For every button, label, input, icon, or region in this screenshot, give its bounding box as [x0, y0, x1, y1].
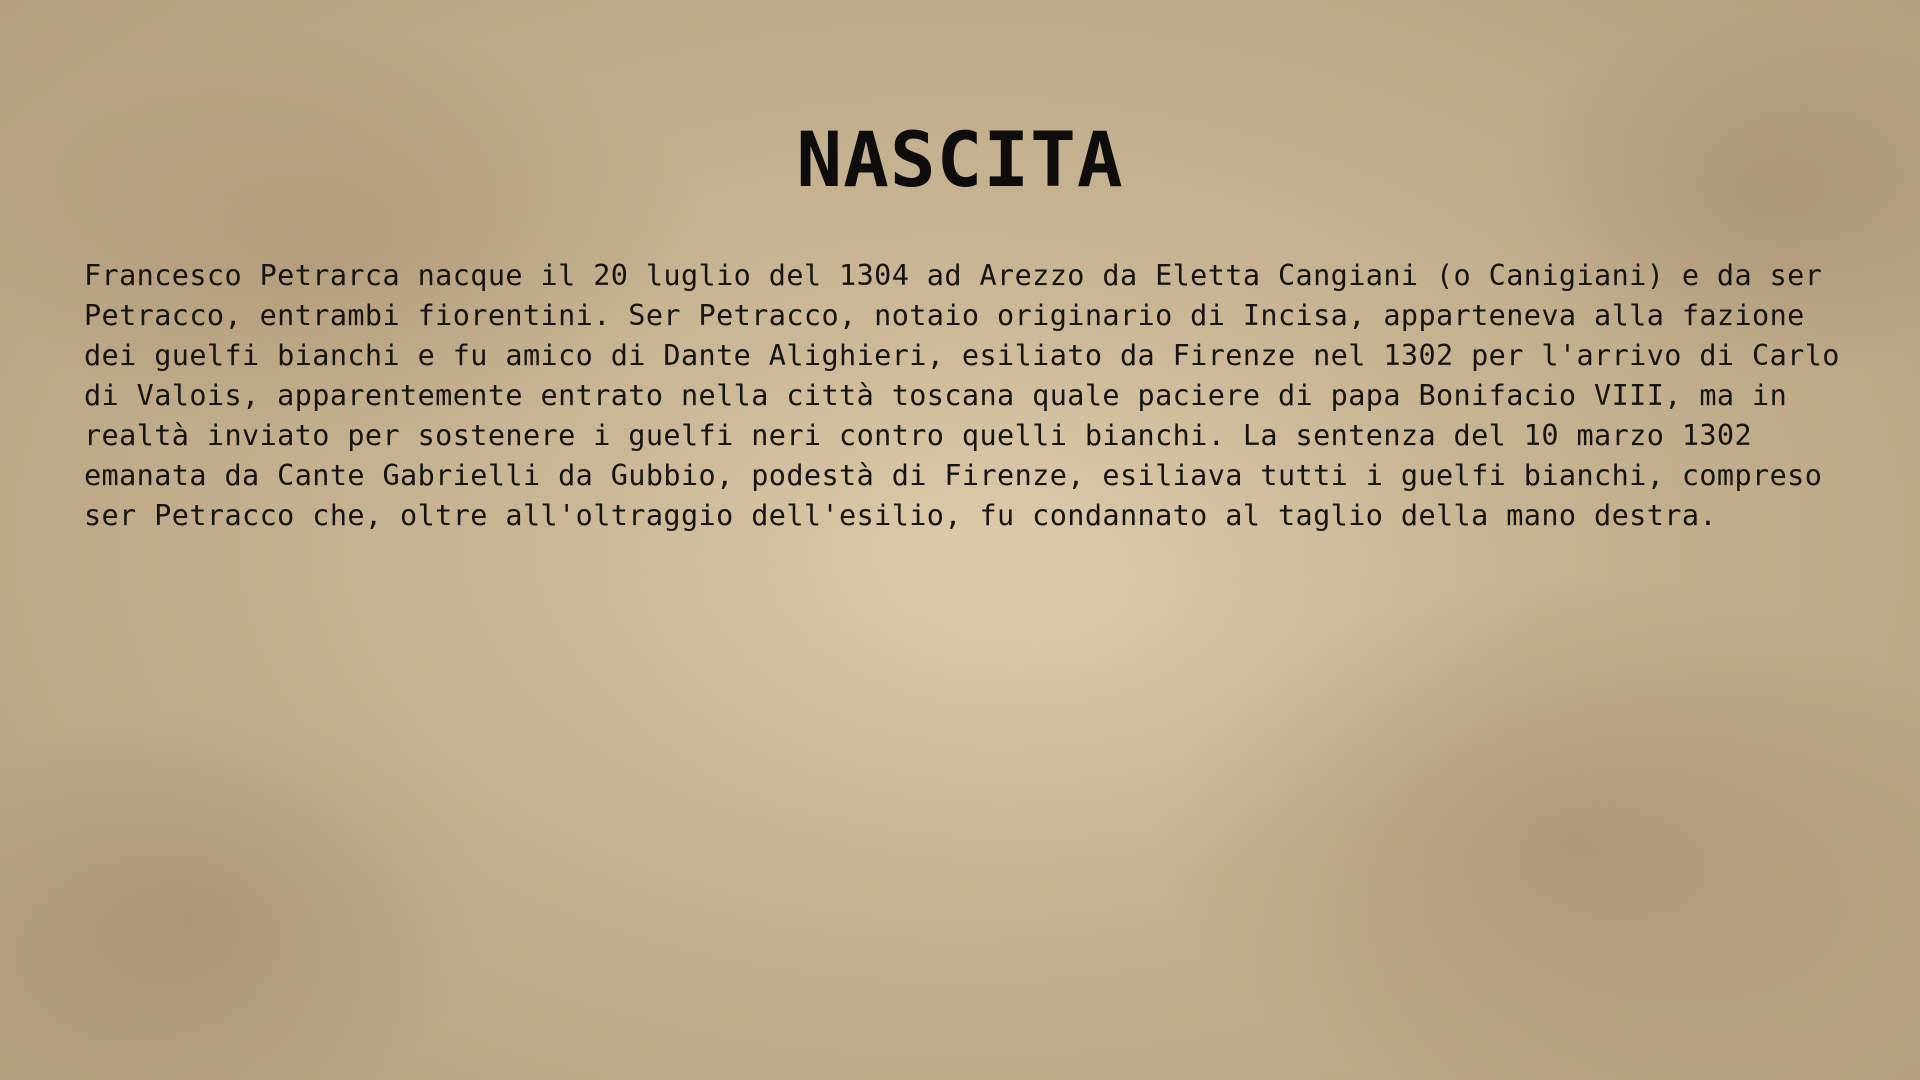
body-paragraph: Francesco Petrarca nacque il 20 luglio del 1304 ad Arezzo da Eletta Cangiani (o Canigiani) e da ser Petracco, entrambi fiorentini. Ser Petracco, notaio originario di Incisa, apparteneva alla fazione dei guelfi bianchi e fu amico di Dante Alighieri, esiliato da Firenze nel 1302 per l'arrivo di Carlo di Valois, apparentemente entrato nella città toscana quale paciere di papa Bonifacio VIII, ma in realtà inviato per sostenere i guelfi neri contro quelli bianchi. La sentenza del 10 marzo 1302 emanata da Cante Gabrielli da Gubbio, podestà di Firenze, esiliava tutti i guelfi bianchi, compreso ser Petracco che, oltre all'oltraggio dell'esilio, fu condannato al taglio della mano destra. — [84, 259, 1840, 532]
slide-title: NASCITA — [796, 115, 1124, 204]
